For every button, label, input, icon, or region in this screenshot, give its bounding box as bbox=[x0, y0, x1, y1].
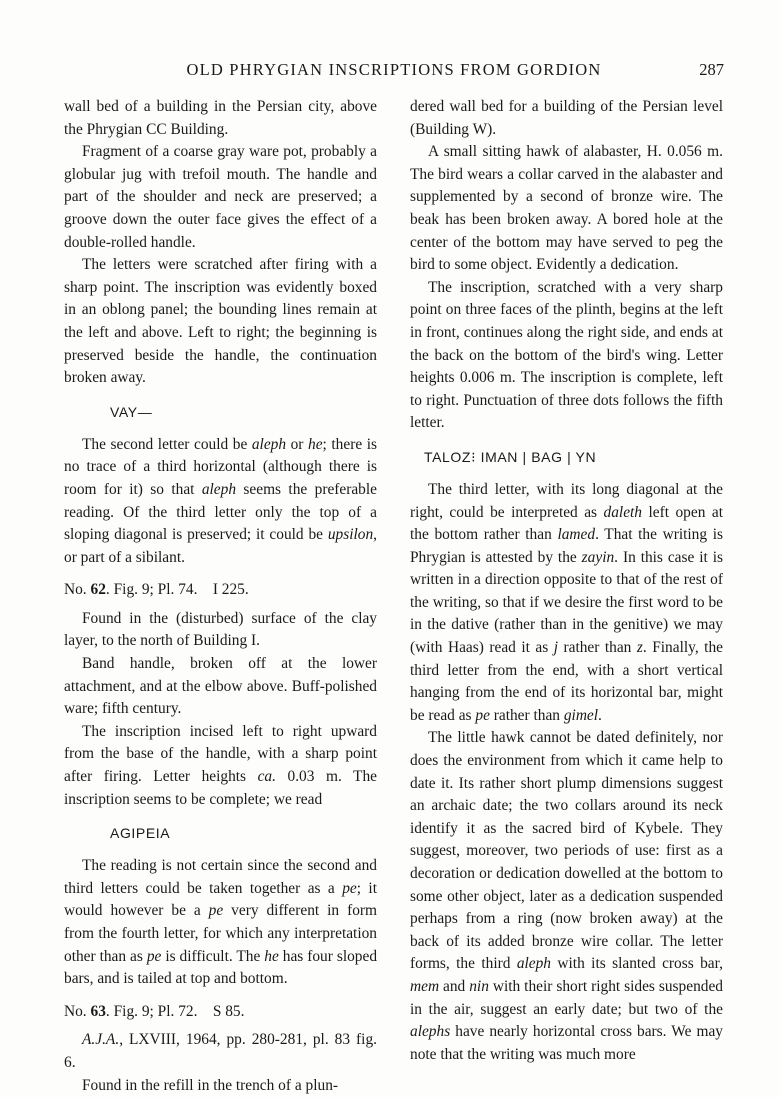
page-number: 287 bbox=[699, 60, 724, 79]
running-header bbox=[64, 60, 724, 84]
paragraph: The inscription, scratched with a very sharp point on three faces of the plinth, begins at the left in front, continues along the right side, and ends at the back on the bottom of the bird's wing. Letter heights 0.006 m. The inscription is complete, left to right. Punctuation of three dots follows the fifth letter. bbox=[410, 278, 723, 432]
catalogue-entry-62: No. 62. Fig. 9; Pl. 74. I 225. bbox=[64, 581, 249, 599]
paragraph: A small sitting hawk of alabaster, H. 0.056 m. The bird wears a collar carved in the alabaster and supplemented by a second of bronze wire. The beak has been broken away. A bored hole at the center of the bottom may have served to peg the bird to some object. Evidently a dedication. bbox=[410, 143, 723, 274]
bibliography-reference: A.J.A., LXVIII, 1964, pp. 280-281, pl. 83 fig. 6. bbox=[64, 1031, 377, 1071]
paragraph: The little hawk cannot be dated definitely, nor does the environment from which it came help to date it. Its rather short plump dimensions suggest an archaic date; the two collars around its neck identify it as the sacred bird of Kybele. They suggest, moreover, two periods of use: first as a decoration or dedication dowelled at the bottom to some other object, later as a dedication suspended perhaps from a ring (now broken away) at the back of its added bronze wire collar. The letter forms, the third aleph with its slanted cross bar, mem and nin with their short right sides suspended in the air, suggest an early date; but two of the alephs have nearly horizontal cross bars. We may note that the writing was much more bbox=[410, 729, 723, 1063]
paragraph: The inscription incised left to right upward from the base of the handle, with a sharp point after firing. Letter heights ca. 0.03 m. The inscription seems to be complete; we read bbox=[64, 722, 377, 808]
inscription-transcription: AGIPEIA bbox=[110, 825, 171, 842]
paragraph: Found in the refill in the trench of a plun- bbox=[82, 1076, 339, 1094]
paragraph: The third letter, with its long diagonal at the right, could be interpreted as daleth left open at the bottom rather than lamed. That the writing is Phrygian is attested by the zayin. In this case it is written in a direction opposite to that of the rest of the writing, so that if we desire the first word to be in the dative (rather than in the genitive) we may (with Haas) read it as j rather than z. Finally, the third letter from the end, with a short vertical hanging from the end of its horizontal bar, might be read as pe rather than gimel. bbox=[410, 480, 723, 724]
paragraph: Fragment of a coarse gray ware pot, probably a globular jug with trefoil mouth. The handle and part of the shoulder and neck are preserved; a groove down the outer face gives the effect of a double-rolled handle. bbox=[64, 143, 377, 251]
running-title: OLD PHRYGIAN INSCRIPTIONS FROM GORDION bbox=[186, 60, 602, 79]
paragraph: The second letter could be aleph or he; there is no trace of a third horizontal (although there is room for it) so that aleph seems the preferable reading. Of the third letter only the top of a sloping diagonal is preserved; it could be upsilon, or part of a sibilant. bbox=[64, 435, 377, 566]
paragraph: Band handle, broken off at the lower attachment, and at the elbow above. Buff-polished ware; fifth century. bbox=[64, 655, 377, 718]
inscription-transcription: TALOZ⁝ IMAN | BAG | YN bbox=[424, 448, 597, 465]
paragraph: Found in the (disturbed) surface of the clay layer, to the north of Building I. bbox=[64, 609, 377, 650]
paragraph: wall bed of a building in the Persian city, above the Phrygian CC Building. bbox=[64, 98, 377, 138]
catalogue-entry-63: No. 63. Fig. 9; Pl. 72. S 85. bbox=[64, 1002, 245, 1020]
inscription-transcription: VAY— bbox=[110, 403, 153, 420]
right-column bbox=[410, 96, 723, 1066]
left-column bbox=[64, 96, 377, 1097]
paragraph: The reading is not certain since the second and third letters could be taken together as a pe; it would however be a pe very different in form from the fourth letter, for which any interpretation other than as pe is difficult. The he has four sloped bars, and is tailed at top and bottom. bbox=[64, 857, 378, 988]
paragraph: dered wall bed for a building of the Persian level (Building W). bbox=[410, 98, 723, 138]
paragraph: The letters were scratched after firing with a sharp point. The inscription was evidently boxed in an oblong panel; the bounding lines remain at the left and above. Left to right; the beginning is preserved beside the handle, the continuation broken away. bbox=[64, 256, 377, 387]
